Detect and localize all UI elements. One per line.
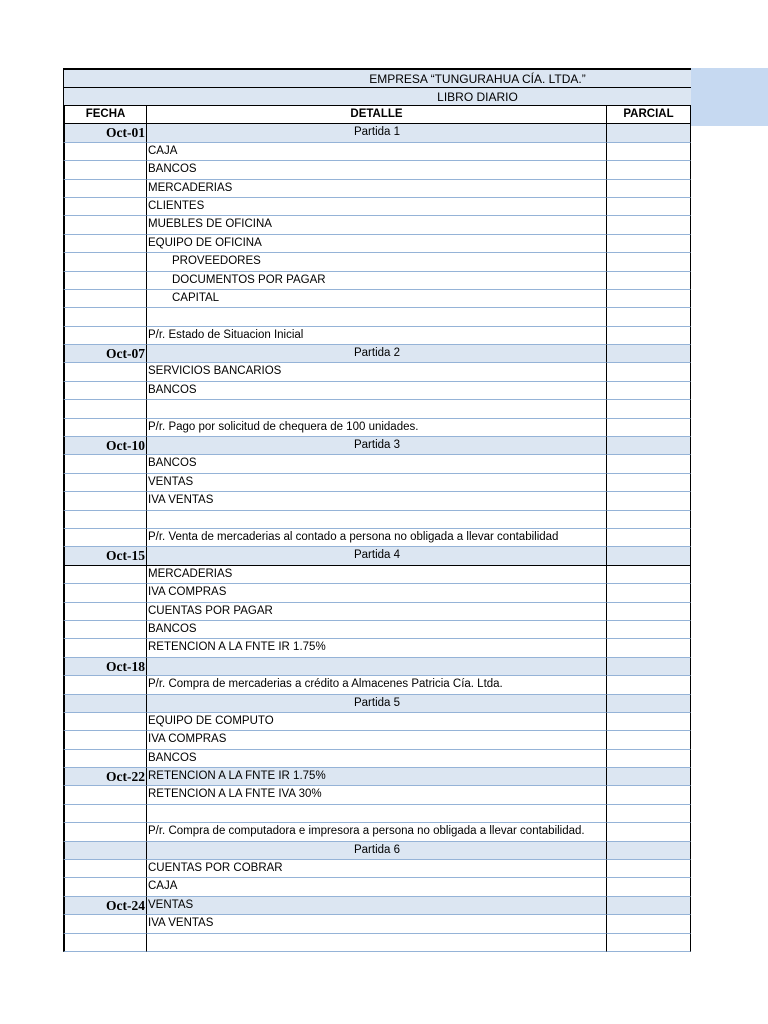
date-cell[interactable]: Oct-22: [63, 768, 147, 786]
date-cell[interactable]: [63, 915, 147, 933]
detail-cell[interactable]: Partida 6: [147, 842, 607, 860]
table-row: [63, 198, 691, 216]
date-cell[interactable]: [63, 253, 147, 271]
parcial-cell[interactable]: [607, 676, 691, 694]
parcial-cell[interactable]: [607, 805, 691, 823]
date-cell[interactable]: [63, 750, 147, 768]
date-cell[interactable]: [63, 842, 147, 860]
table-row: [63, 308, 691, 326]
date-cell[interactable]: [63, 731, 147, 749]
detail-cell[interactable]: MERCADERIAS: [147, 566, 607, 584]
parcial-cell[interactable]: [607, 474, 691, 492]
journal-title-row: [63, 88, 691, 106]
parcial-cell[interactable]: [607, 547, 691, 565]
parcial-cell[interactable]: [607, 124, 691, 142]
detail-cell[interactable]: [147, 308, 607, 326]
parcial-cell[interactable]: [607, 621, 691, 639]
table-row: [63, 915, 691, 933]
parcial-cell[interactable]: [607, 603, 691, 621]
date-cell[interactable]: Oct-07: [63, 345, 147, 363]
detail-cell[interactable]: BANCOS: [147, 455, 607, 473]
detail-cell[interactable]: [147, 934, 607, 952]
detail-cell[interactable]: CUENTAS POR PAGAR: [147, 603, 607, 621]
table-row: [63, 235, 691, 253]
date-cell[interactable]: [63, 566, 147, 584]
journal-sheet: [63, 68, 691, 952]
date-cell[interactable]: [63, 235, 147, 253]
detail-cell[interactable]: CAJA: [147, 878, 607, 896]
table-row: [63, 713, 691, 731]
detail-cell[interactable]: CUENTAS POR COBRAR: [147, 860, 607, 878]
table-row: [63, 511, 691, 529]
table-row: [63, 455, 691, 473]
corner-highlight: [690, 68, 768, 126]
parcial-cell[interactable]: [607, 731, 691, 749]
table-row: [63, 272, 691, 290]
date-cell[interactable]: [63, 143, 147, 161]
journal-title: LIBRO DIARIO: [437, 90, 518, 104]
parcial-cell[interactable]: [607, 272, 691, 290]
parcial-cell[interactable]: [607, 529, 691, 547]
parcial-cell[interactable]: [607, 713, 691, 731]
detail-cell[interactable]: RETENCION A LA FNTE IVA 30%: [147, 786, 607, 804]
date-cell[interactable]: [63, 860, 147, 878]
detail-cell[interactable]: EQUIPO DE OFICINA: [147, 235, 607, 253]
detail-cell[interactable]: PROVEEDORES: [147, 253, 607, 271]
table-row: [63, 345, 691, 363]
date-cell[interactable]: [63, 419, 147, 437]
detail-cell[interactable]: BANCOS: [147, 382, 607, 400]
parcial-cell[interactable]: [607, 584, 691, 602]
detail-cell[interactable]: CAJA: [147, 143, 607, 161]
date-cell[interactable]: Oct-24: [63, 897, 147, 915]
parcial-cell[interactable]: [607, 658, 691, 676]
date-cell[interactable]: [63, 180, 147, 198]
date-cell[interactable]: Oct-10: [63, 437, 147, 455]
parcial-cell[interactable]: [607, 786, 691, 804]
table-row: [63, 566, 691, 584]
column-header-fecha: FECHA: [63, 106, 147, 124]
table-row: [63, 180, 691, 198]
parcial-cell[interactable]: [607, 161, 691, 179]
detail-cell[interactable]: BANCOS: [147, 161, 607, 179]
parcial-cell[interactable]: [607, 180, 691, 198]
detail-cell[interactable]: P/r. Compra de mercaderias a crédito a Almacenes Patricia Cía. Ltda.: [147, 676, 607, 694]
date-cell[interactable]: [63, 400, 147, 418]
detail-cell[interactable]: MERCADERIAS: [147, 180, 607, 198]
parcial-cell[interactable]: [607, 897, 691, 915]
table-row: [63, 492, 691, 510]
table-row: [63, 731, 691, 749]
table-row: [63, 823, 691, 841]
table-row: [63, 419, 691, 437]
date-cell[interactable]: [63, 934, 147, 952]
column-header-detalle: DETALLE: [147, 106, 607, 124]
table-row: [63, 529, 691, 547]
parcial-cell[interactable]: [607, 363, 691, 381]
detail-cell[interactable]: Partida 4: [147, 547, 607, 565]
date-cell[interactable]: [63, 676, 147, 694]
parcial-cell[interactable]: [607, 290, 691, 308]
parcial-cell[interactable]: [607, 768, 691, 786]
date-cell[interactable]: [63, 786, 147, 804]
detail-cell[interactable]: [147, 400, 607, 418]
table-row: [63, 676, 691, 694]
table-row: [63, 878, 691, 896]
detail-cell[interactable]: VENTAS: [147, 474, 607, 492]
date-cell[interactable]: [63, 511, 147, 529]
parcial-cell[interactable]: [607, 400, 691, 418]
table-row: [63, 382, 691, 400]
parcial-cell[interactable]: [607, 419, 691, 437]
date-cell[interactable]: [63, 455, 147, 473]
detail-cell[interactable]: IVA VENTAS: [147, 915, 607, 933]
date-cell[interactable]: [63, 805, 147, 823]
table-row: [63, 363, 691, 381]
table-row: [63, 695, 691, 713]
table-row: [63, 786, 691, 804]
parcial-cell[interactable]: [607, 695, 691, 713]
parcial-cell[interactable]: [607, 639, 691, 657]
date-cell[interactable]: [63, 529, 147, 547]
detail-cell[interactable]: BANCOS: [147, 621, 607, 639]
detail-cell[interactable]: MUEBLES DE OFICINA: [147, 216, 607, 234]
detail-cell[interactable]: RETENCION A LA FNTE IR 1.75%: [147, 768, 607, 786]
date-cell[interactable]: [63, 327, 147, 345]
detail-cell[interactable]: P/r. Estado de Situacion Inicial: [147, 327, 607, 345]
date-cell[interactable]: [63, 603, 147, 621]
detail-cell[interactable]: IVA VENTAS: [147, 492, 607, 510]
date-cell[interactable]: [63, 492, 147, 510]
date-cell[interactable]: [63, 161, 147, 179]
detail-cell[interactable]: RETENCION A LA FNTE IR 1.75%: [147, 639, 607, 657]
date-cell[interactable]: [63, 308, 147, 326]
parcial-cell[interactable]: [607, 198, 691, 216]
detail-cell[interactable]: IVA COMPRAS: [147, 731, 607, 749]
table-row: [63, 842, 691, 860]
table-row: [63, 290, 691, 308]
parcial-cell[interactable]: [607, 345, 691, 363]
table-row: [63, 603, 691, 621]
table-row: [63, 327, 691, 345]
detail-cell[interactable]: Partida 1: [147, 124, 607, 142]
detail-cell[interactable]: [147, 511, 607, 529]
parcial-cell[interactable]: [607, 235, 691, 253]
parcial-cell[interactable]: [607, 143, 691, 161]
table-row: [63, 934, 691, 952]
company-title-row: [63, 68, 691, 88]
table-row: [63, 400, 691, 418]
detail-cell[interactable]: EQUIPO DE COMPUTO: [147, 713, 607, 731]
table-row: [63, 253, 691, 271]
date-cell[interactable]: [63, 474, 147, 492]
detail-cell[interactable]: P/r. Venta de mercaderias al contado a persona no obligada a llevar contabilidad: [147, 529, 607, 547]
table-row: [63, 639, 691, 657]
table-row: [63, 621, 691, 639]
detail-cell[interactable]: BANCOS: [147, 750, 607, 768]
date-cell[interactable]: [63, 382, 147, 400]
detail-cell[interactable]: IVA COMPRAS: [147, 584, 607, 602]
detail-cell[interactable]: VENTAS: [147, 897, 607, 915]
parcial-cell[interactable]: [607, 437, 691, 455]
date-cell[interactable]: [63, 272, 147, 290]
parcial-cell[interactable]: [607, 511, 691, 529]
date-cell[interactable]: [63, 621, 147, 639]
table-row: [63, 124, 691, 142]
parcial-cell[interactable]: [607, 455, 691, 473]
journal-rows: [63, 124, 691, 952]
parcial-cell[interactable]: [607, 327, 691, 345]
table-row: [63, 750, 691, 768]
date-cell[interactable]: [63, 823, 147, 841]
table-row: [63, 658, 691, 676]
detail-cell[interactable]: SERVICIOS BANCARIOS: [147, 363, 607, 381]
date-cell[interactable]: [63, 878, 147, 896]
table-row: [63, 584, 691, 602]
parcial-cell[interactable]: [607, 934, 691, 952]
date-cell[interactable]: [63, 639, 147, 657]
table-row: [63, 897, 691, 915]
column-header-parcial: PARCIAL: [607, 106, 691, 124]
date-cell[interactable]: [63, 584, 147, 602]
detail-cell[interactable]: Partida 3: [147, 437, 607, 455]
table-row: [63, 768, 691, 786]
date-cell[interactable]: Oct-01: [63, 124, 147, 142]
date-cell[interactable]: [63, 290, 147, 308]
table-row: [63, 805, 691, 823]
detail-cell[interactable]: Partida 2: [147, 345, 607, 363]
parcial-cell[interactable]: [607, 566, 691, 584]
detail-cell[interactable]: Partida 5: [147, 695, 607, 713]
table-row: [63, 547, 691, 565]
parcial-cell[interactable]: [607, 823, 691, 841]
parcial-cell[interactable]: [607, 750, 691, 768]
table-row: [63, 437, 691, 455]
table-row: [63, 860, 691, 878]
date-cell[interactable]: [63, 713, 147, 731]
detail-cell[interactable]: [147, 805, 607, 823]
date-cell[interactable]: [63, 695, 147, 713]
detail-cell[interactable]: P/r. Pago por solicitud de chequera de 100 unidades.: [147, 419, 607, 437]
detail-cell[interactable]: CAPITAL: [147, 290, 607, 308]
parcial-cell[interactable]: [607, 253, 691, 271]
date-cell[interactable]: [63, 363, 147, 381]
parcial-cell[interactable]: [607, 216, 691, 234]
table-row: [63, 216, 691, 234]
date-cell[interactable]: Oct-15: [63, 547, 147, 565]
table-row: [63, 143, 691, 161]
table-row: [63, 474, 691, 492]
date-cell[interactable]: Oct-18: [63, 658, 147, 676]
parcial-cell[interactable]: [607, 860, 691, 878]
parcial-cell[interactable]: [607, 382, 691, 400]
detail-cell[interactable]: CLIENTES: [147, 198, 607, 216]
date-cell[interactable]: [63, 216, 147, 234]
detail-cell[interactable]: [147, 658, 607, 676]
parcial-cell[interactable]: [607, 308, 691, 326]
company-title: EMPRESA “TUNGURAHUA CÍA. LTDA.”: [369, 72, 586, 86]
detail-cell[interactable]: P/r. Compra de computadora e impresora a persona no obligada a llevar contabilidad.: [147, 823, 607, 841]
parcial-cell[interactable]: [607, 915, 691, 933]
parcial-cell[interactable]: [607, 878, 691, 896]
column-header-row: [63, 106, 691, 124]
parcial-cell[interactable]: [607, 492, 691, 510]
date-cell[interactable]: [63, 198, 147, 216]
detail-cell[interactable]: DOCUMENTOS POR PAGAR: [147, 272, 607, 290]
parcial-cell[interactable]: [607, 842, 691, 860]
table-row: [63, 161, 691, 179]
